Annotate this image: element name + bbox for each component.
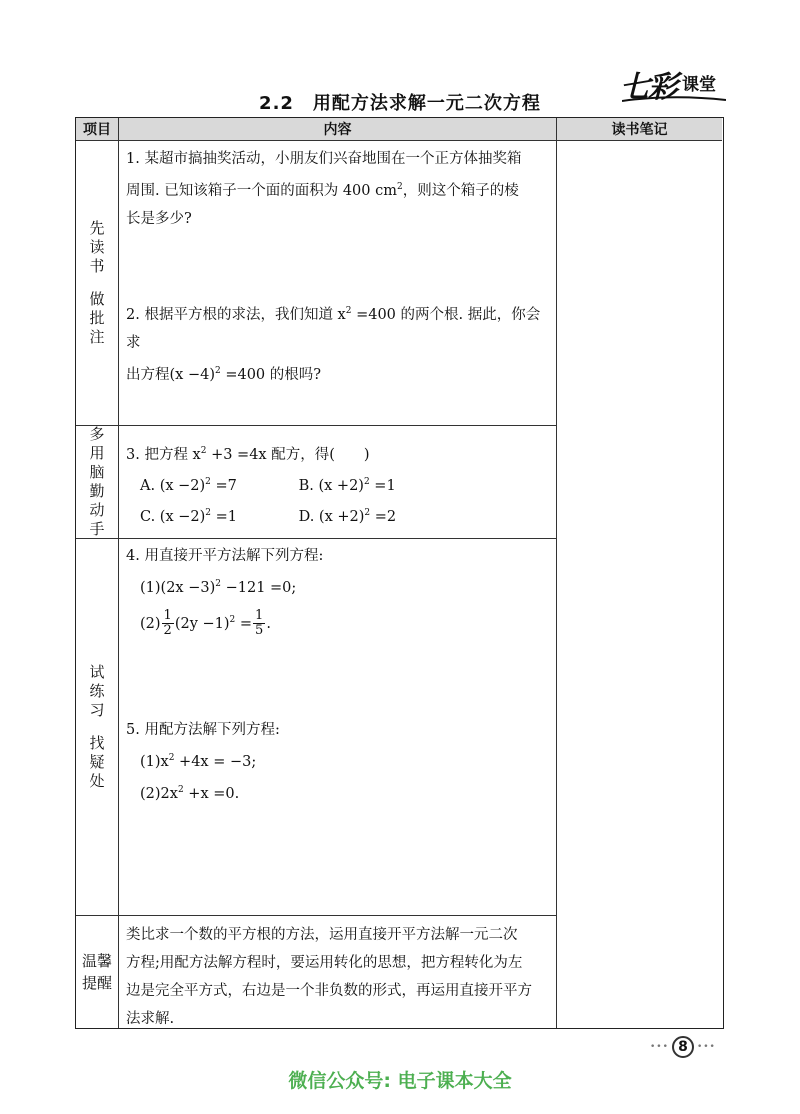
tip-line: 方程;用配方法解方程时，要运用转化的思想，把方程转化为左	[126, 955, 523, 971]
category-think-practice	[76, 426, 118, 538]
watermark: 微信公众号: 电子课本大全	[288, 1070, 512, 1092]
category-char: 手	[89, 520, 105, 538]
category-char: 脑	[89, 463, 105, 481]
page-title: 2.2 用配方法求解一元二次方程	[259, 93, 541, 114]
category-char: 习	[89, 701, 105, 719]
grid-line	[556, 118, 557, 1028]
logo-word: 课堂	[682, 75, 716, 95]
category-char: 找	[89, 734, 105, 752]
fraction: $\frac{1}{5}$	[255, 608, 264, 639]
tip-text	[126, 921, 554, 1033]
question-2	[126, 297, 551, 389]
question-5-part-2: $(2)2x^2 +x =0$.	[140, 784, 240, 802]
question-5-part-1: $(1)x^2 +4x = -3$;	[140, 753, 257, 770]
category-char: 读	[89, 238, 105, 256]
tip-line: 边是完全平方式，右边是一个非负数的形式，再运用直接开平方	[126, 983, 532, 999]
question-2-line: 2. 根据平方根的求法，我们知道 $x^2 =400$ 的两个根. 据此，你会求	[126, 306, 541, 351]
grid-line	[76, 425, 556, 426]
grid-line	[76, 538, 556, 539]
category-line: 提醒	[81, 974, 113, 992]
category-char: 用	[89, 444, 105, 462]
question-4-part-1: $(1)(2x -3)^2 -121 =0$;	[140, 579, 297, 596]
grid-line	[118, 118, 119, 1028]
question-4	[126, 542, 551, 638]
question-1-line: 1. 某超市搞抽奖活动，小朋友们兴奋地围在一个正方体抽奖箱	[126, 151, 522, 167]
decorative-dots: •••	[650, 1042, 669, 1052]
category-char: 做	[89, 290, 105, 308]
question-5-stem: 5. 用配方法解下列方程:	[126, 722, 280, 738]
grid-line	[76, 140, 722, 141]
question-4-stem: 4. 用直接开平方法解下列方程:	[126, 548, 324, 564]
question-3	[126, 438, 551, 530]
tip-line: 类比求一个数的平方根的方法，运用直接开平方法解一元二次	[126, 927, 518, 943]
category-char: 勤	[89, 482, 105, 500]
category-read-annotate	[76, 141, 118, 425]
category-line: 温馨	[81, 952, 113, 970]
question-5	[126, 716, 551, 808]
fraction: $\frac{1}{2}$	[163, 608, 172, 639]
category-char: 多	[89, 425, 105, 443]
category-char: 疑	[89, 753, 105, 771]
col-header-content: 内容	[119, 118, 556, 140]
category-char: 批	[89, 309, 105, 327]
category-char: 动	[89, 501, 105, 519]
col-header-item: 项目	[76, 118, 118, 140]
question-1	[126, 145, 551, 233]
grid-line	[76, 915, 556, 916]
study-table	[75, 117, 724, 1029]
option-c: C. $(x -2)^2 =1$	[140, 507, 237, 525]
option-a: A. $(x -2)^2 =7$	[140, 476, 237, 494]
decorative-dots: •••	[696, 1042, 716, 1052]
page-number: 8	[672, 1036, 694, 1058]
question-1-line: 周围. 已知该箱子一个面的面积为 400 $cm^2$，则这个箱子的棱	[126, 182, 519, 199]
category-char: 练	[89, 682, 105, 700]
category-char: 处	[89, 772, 105, 790]
logo-brush-text: 七彩	[620, 70, 676, 105]
question-2-line: 出方程$(x -4)^2 =400$ 的根吗?	[126, 365, 322, 383]
category-char: 书	[89, 257, 105, 275]
option-b: B. $(x +2)^2 =1$	[298, 476, 396, 494]
category-tip	[76, 916, 118, 1028]
category-char: 注	[89, 328, 105, 346]
tip-line: 法求解.	[126, 1011, 175, 1027]
question-3-stem: 3. 把方程 $x^2 +3 =4x$ 配方，得( )	[126, 446, 370, 463]
col-header-notes: 读书笔记	[557, 118, 722, 140]
question-4-part-2: (2) $\frac{1}{2}$ $(2y -1)^2$ = $\frac{1}{5}$ .	[140, 608, 271, 639]
category-char: 先	[89, 219, 105, 237]
category-char: 试	[89, 663, 105, 681]
question-1-line: 长是多少?	[126, 210, 192, 227]
page-number-badge	[650, 1036, 716, 1058]
option-d: D. $(x +2)^2 =2$	[298, 507, 397, 525]
category-try-find	[76, 539, 118, 915]
